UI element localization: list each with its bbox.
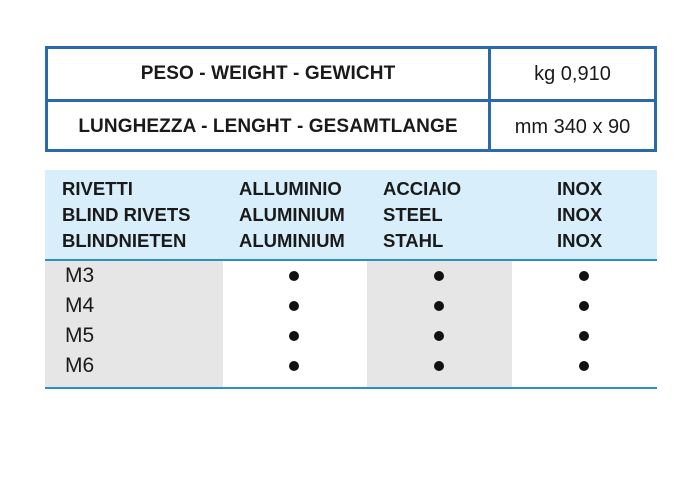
- rivet-compatibility-table: [45, 170, 657, 389]
- header-aluminium: [239, 176, 345, 254]
- header-inox-it: INOX: [557, 178, 603, 199]
- header-rivets: [62, 176, 190, 254]
- table-row: [45, 261, 657, 291]
- spec-row-length: [48, 102, 654, 152]
- spec-value-length: mm 340 x 90: [514, 115, 631, 138]
- spec-label-weight: PESO - WEIGHT - GEWICHT: [140, 63, 396, 84]
- bullet-dot-icon: [434, 331, 444, 341]
- header-aluminium-de: ALUMINIUM: [239, 230, 345, 251]
- spec-label-length: LUNGHEZZA - LENGHT - GESAMTLANGE: [78, 116, 458, 137]
- header-inox-en: INOX: [557, 204, 603, 225]
- header-steel-it: ACCIAIO: [383, 178, 462, 199]
- header-inox: [557, 176, 602, 254]
- table-body: [45, 261, 657, 389]
- table-header: [45, 170, 657, 261]
- bullet-dot-icon: [289, 331, 299, 341]
- bullet-dot-icon: [579, 301, 589, 311]
- bullet-dot-icon: [579, 331, 589, 341]
- header-steel-en: STEEL: [383, 204, 443, 225]
- spec-table: [45, 46, 657, 152]
- bullet-dot-icon: [434, 301, 444, 311]
- bullet-dot-icon: [289, 271, 299, 281]
- header-steel-de: STAHL: [383, 230, 444, 251]
- spec-value-weight: kg 0,910: [534, 62, 611, 85]
- header-inox-de: INOX: [557, 230, 603, 251]
- row-size-label: M5: [65, 324, 95, 347]
- spec-row-weight: [48, 49, 654, 99]
- header-aluminium-it: ALLUMINIO: [239, 178, 342, 199]
- table-row: [45, 351, 657, 381]
- table-row: [45, 321, 657, 351]
- row-size-label: M4: [65, 294, 95, 317]
- bullet-dot-icon: [289, 301, 299, 311]
- header-rivets-de: BLINDNIETEN: [62, 230, 187, 251]
- bullet-dot-icon: [579, 271, 589, 281]
- header-steel: [383, 176, 461, 254]
- bullet-dot-icon: [434, 361, 444, 371]
- spec-divider-vertical: [488, 49, 491, 149]
- header-aluminium-en: ALUMINIUM: [239, 204, 345, 225]
- bullet-dot-icon: [434, 271, 444, 281]
- header-rivets-en: BLIND RIVETS: [62, 204, 191, 225]
- bullet-dot-icon: [289, 361, 299, 371]
- table-bottom-border: [45, 387, 657, 389]
- row-size-label: M6: [65, 354, 95, 377]
- row-size-label: M3: [65, 264, 95, 287]
- bullet-dot-icon: [579, 361, 589, 371]
- table-row: [45, 291, 657, 321]
- header-rivets-it: RIVETTI: [62, 178, 133, 199]
